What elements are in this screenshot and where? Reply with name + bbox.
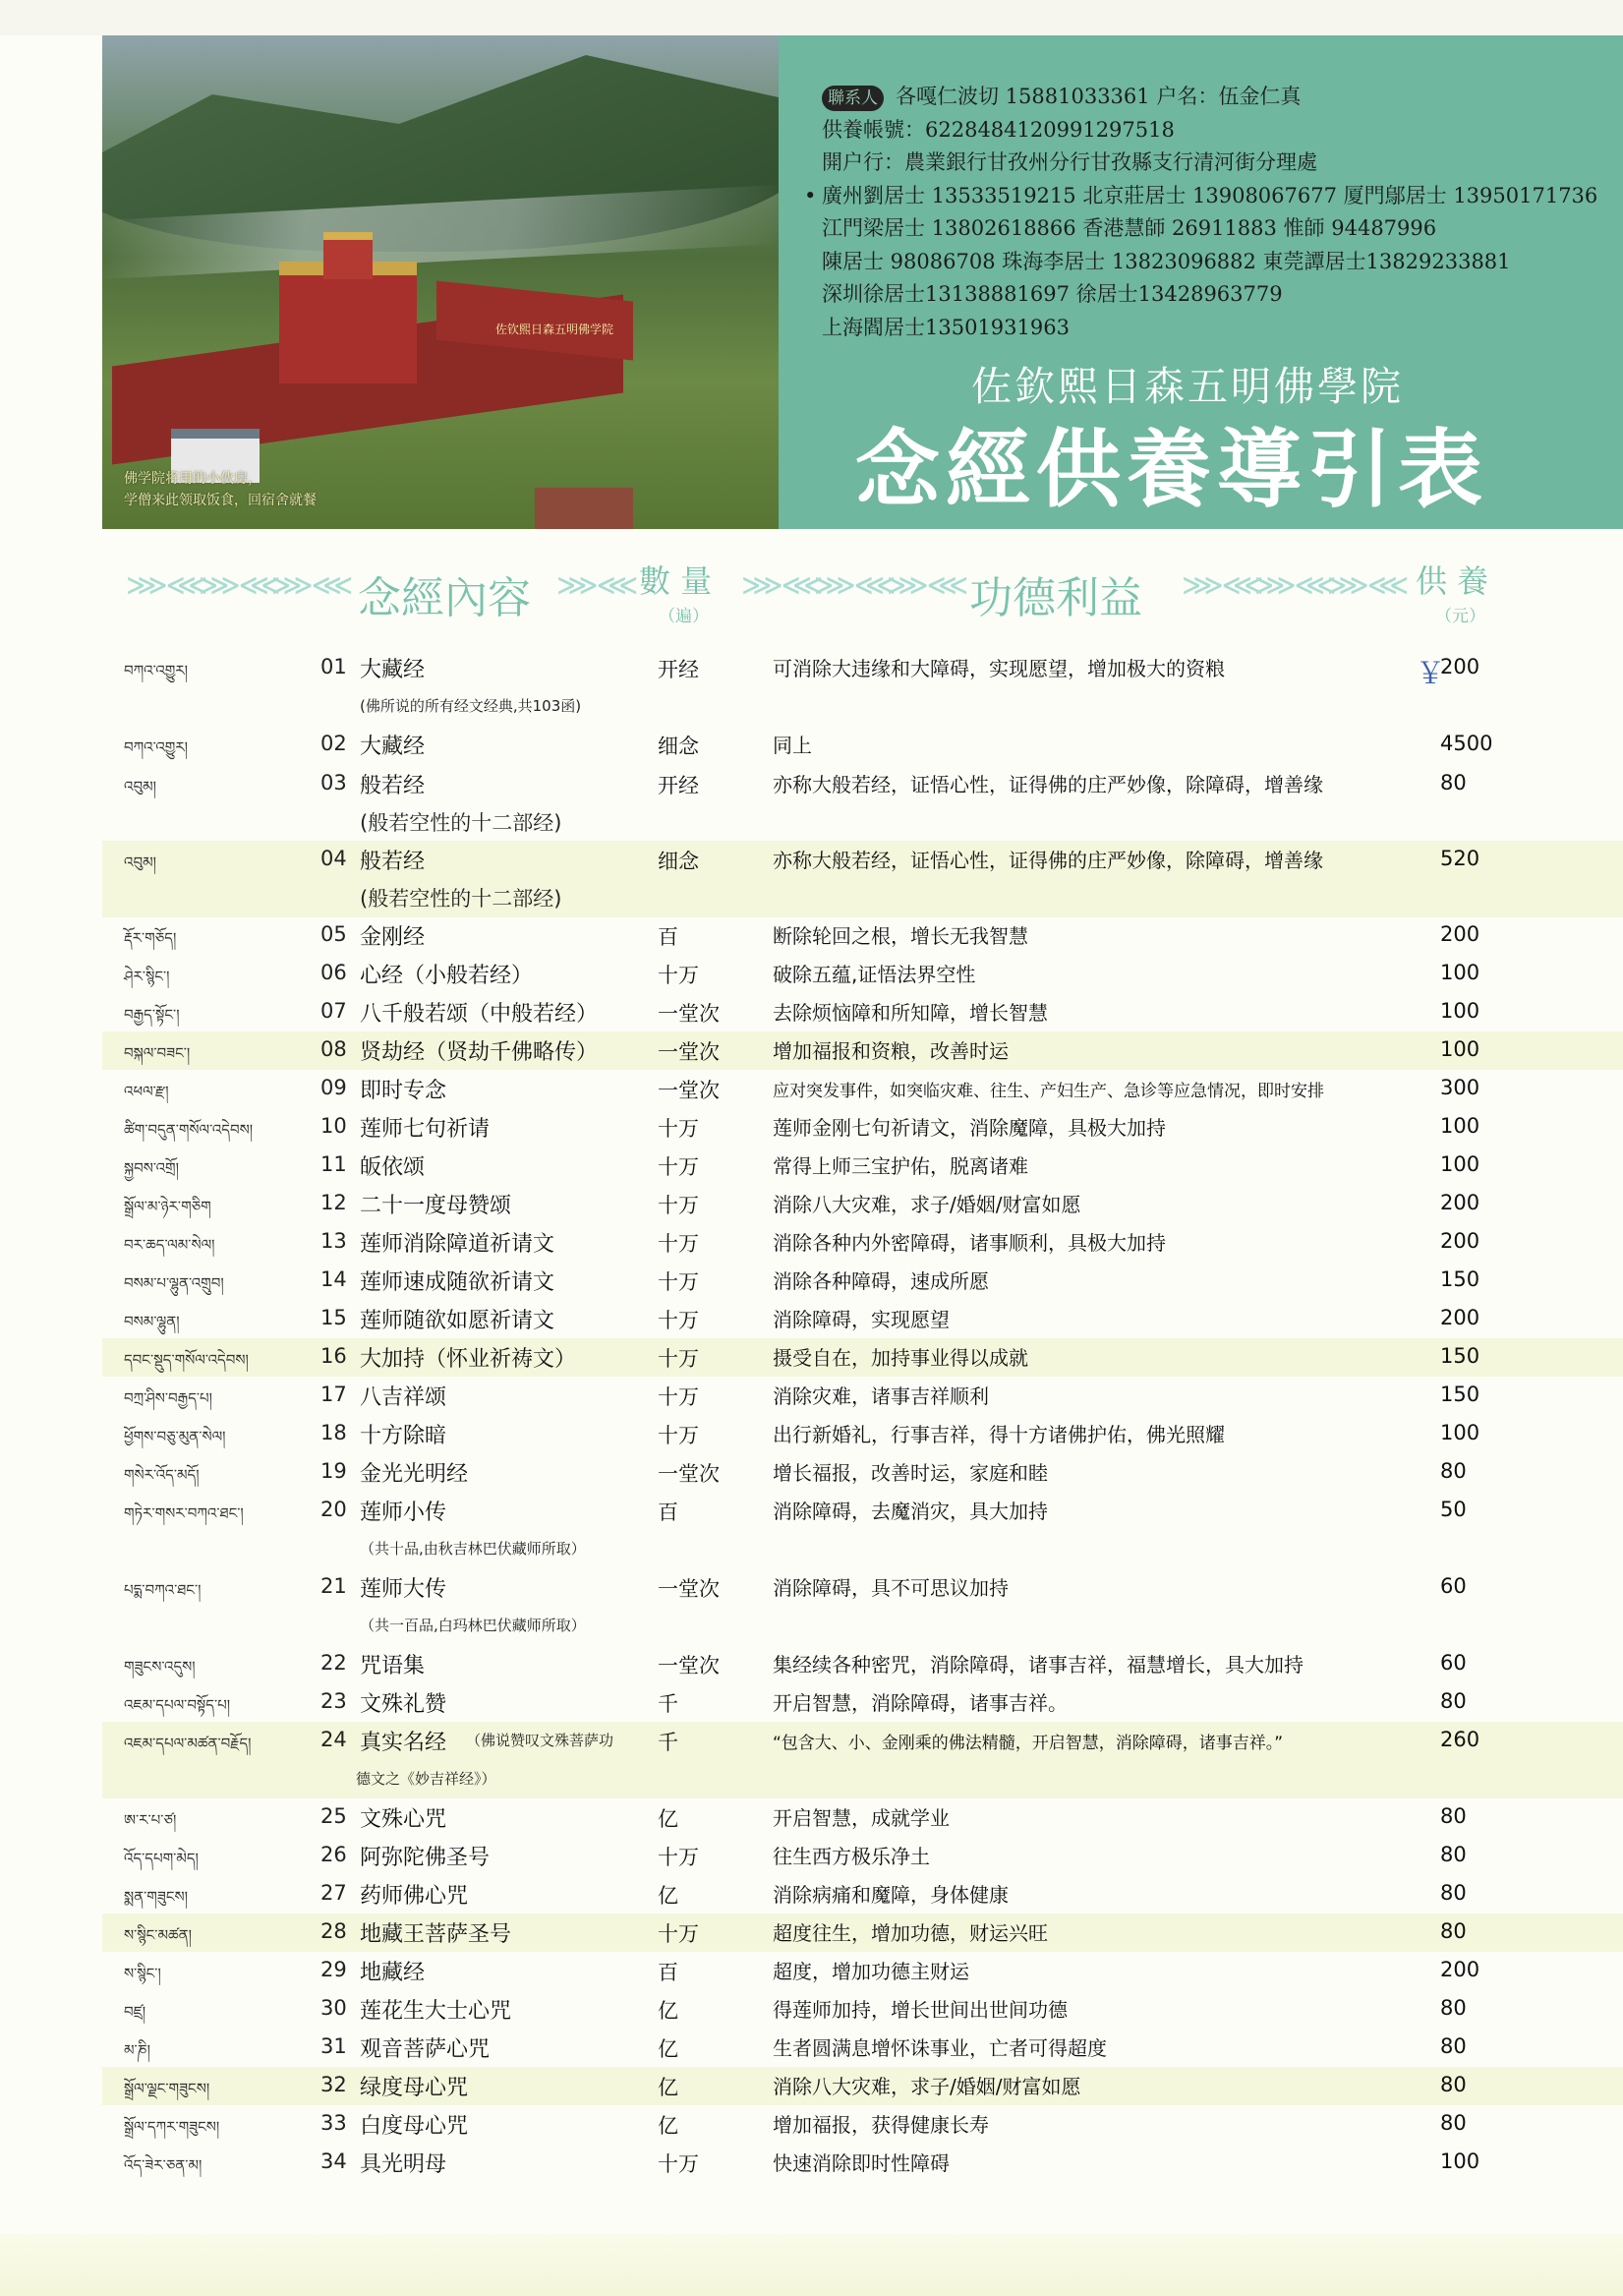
row-number: 16 <box>320 1344 347 1368</box>
offering-amount: 200 <box>1440 1191 1480 1214</box>
tibetan-title: ཚིག་བདུན་གསོལ་འདེབས། <box>124 1121 254 1139</box>
benefit: 莲师金刚七句祈请文，消除魔障，具极大加持 <box>773 1116 1166 1140</box>
offering-amount: 4500 <box>1440 732 1493 755</box>
table-row <box>102 1875 1623 1913</box>
quantity: 十万 <box>658 1270 699 1294</box>
offering-amount: 200 <box>1440 922 1480 946</box>
benefit: 快速消除即时性障碍 <box>773 2151 950 2175</box>
benefit: 同上 <box>773 734 812 757</box>
quantity: 一堂次 <box>658 1040 720 1064</box>
table-row <box>102 1952 1623 1990</box>
quantity: 千 <box>658 1731 678 1754</box>
benefit: 消除病痛和魔障，身体健康 <box>773 1883 1009 1907</box>
tibetan-title: བཀའ་འགྱུར། <box>124 662 189 679</box>
quantity: 十万 <box>658 1922 699 1946</box>
scripture-name: 文殊心咒 <box>360 1807 447 1832</box>
table-row <box>102 1645 1623 1683</box>
scripture-name: 具光明母 <box>360 2152 447 2177</box>
row-number: 31 <box>320 2034 347 2058</box>
tibetan-title: དབང་སྡུད་གསོལ་འདེབས། <box>124 1351 249 1369</box>
offering-amount: 200 <box>1440 655 1480 678</box>
quantity: 细念 <box>658 735 699 758</box>
quantity: 千 <box>658 1692 678 1716</box>
offering-amount: 100 <box>1440 1037 1480 1061</box>
scripture-name: 白度母心咒 <box>360 2114 469 2139</box>
header-offering: 供 養 <box>1416 562 1489 600</box>
row-number: 10 <box>320 1114 347 1138</box>
scripture-name: 八吉祥颂 <box>360 1385 447 1410</box>
ornament-icon: ⋙⋘ <box>556 568 637 603</box>
benefit: 增加福报，获得健康长寿 <box>773 2113 989 2137</box>
row-number: 04 <box>320 847 347 870</box>
temple-shape <box>279 262 417 383</box>
benefit: 消除各种障碍，速成所愿 <box>773 1269 989 1293</box>
benefit: 超度往生，增加功德，财运兴旺 <box>773 1921 1048 1945</box>
tibetan-title: འཕལ་རྫ། <box>124 1083 169 1100</box>
contact-line <box>804 180 1598 213</box>
tibetan-title: ཕྱོགས་བཅུ་མུན་སེལ། <box>124 1428 226 1445</box>
benefit: 消除障碍，去魔消灾，具大加持 <box>773 1500 1048 1523</box>
tibetan-title: བར་ཆད་ལམ་སེལ། <box>124 1236 215 1254</box>
tibetan-title: འོད་དཔག་མེད། <box>124 1850 199 1867</box>
tibetan-title: གསེར་འོད་མདོ། <box>124 1466 200 1484</box>
tibetan-title: འབུམ། <box>124 778 156 795</box>
quantity: 十万 <box>658 1232 699 1256</box>
quantity: 亿 <box>658 2037 678 2061</box>
row-number: 32 <box>320 2073 347 2096</box>
row-number: 25 <box>320 1804 347 1828</box>
offering-amount: 100 <box>1440 1114 1480 1138</box>
ornament-icon: ⋙⋘ <box>741 568 822 603</box>
quantity: 亿 <box>658 1999 678 2023</box>
benefit: 消除八大灾难，求子/婚姻/财富如愿 <box>773 2075 1081 2098</box>
offering-amount: 50 <box>1440 1498 1467 1521</box>
benefit: 破除五蕴,证悟法界空性 <box>773 963 976 986</box>
table-row <box>102 1070 1623 1108</box>
tibetan-title: སྒྲོལ་ལྗང་གཟུངས། <box>124 2080 210 2097</box>
table-row <box>102 1185 1623 1223</box>
quantity: 一堂次 <box>658 1654 720 1678</box>
offering-amount: 200 <box>1440 1306 1480 1329</box>
row-number: 30 <box>320 1996 347 2020</box>
tibetan-title: ཤེར་སྙིང་། <box>124 968 170 985</box>
row-number: 11 <box>320 1152 347 1176</box>
tibetan-title: ས་སྙིང་མཚན། <box>124 1926 193 1944</box>
scripture-name: 莲花生大士心咒 <box>360 1999 512 2024</box>
row-number: 27 <box>320 1881 347 1905</box>
scripture-name: 阿弥陀佛圣号 <box>360 1846 491 1870</box>
benefit: 亦称大般若经，证悟心性，证得佛的庄严妙像，除障碍，增善缘 <box>773 773 1323 796</box>
table-row <box>102 1108 1623 1147</box>
offering-amount: 100 <box>1440 1152 1480 1176</box>
scripture-name: 莲师七句祈请 <box>360 1117 491 1142</box>
scripture-name: 莲师消除障道祈请文 <box>360 1232 555 1257</box>
quantity: 十万 <box>658 1117 699 1141</box>
quantity: 十万 <box>658 1385 699 1409</box>
tibetan-title: ཨ་ར་པ་ཙ། <box>124 1811 177 1829</box>
benefit: “包含大、小、金刚乘的佛法精髓，开启智慧，消除障碍，诸事吉祥。” <box>773 1734 1284 1753</box>
ornament-icon: ⋙⋘ <box>1327 568 1408 603</box>
row-number: 12 <box>320 1191 347 1214</box>
tibetan-title: པདྨ་བཀའ་ཐང་། <box>124 1581 202 1599</box>
row-number: 09 <box>320 1076 347 1099</box>
table-row <box>102 1837 1623 1875</box>
scripture-name: 大藏经 <box>360 735 426 759</box>
tibetan-title: སྒྲོལ་མ་ཉེར་གཅིག <box>124 1198 211 1215</box>
quantity: 开经 <box>658 774 699 797</box>
handwritten-yen-icon: ￥ <box>1416 657 1445 691</box>
contact-line: 供養帳號：6228484120991297518 <box>822 117 1175 142</box>
header-benefit: 功德利益 <box>969 573 1142 623</box>
table-row <box>102 1300 1623 1338</box>
scripture-name: 地藏经 <box>360 1961 426 1985</box>
header-content: 念經內容 <box>358 573 531 623</box>
table-row <box>102 1031 1623 1070</box>
quantity: 亿 <box>658 2114 678 2138</box>
scripture-name: 莲师大传 <box>360 1577 447 1602</box>
tibetan-title: བཛྲ། <box>124 2003 146 2021</box>
offering-amount: 200 <box>1440 1229 1480 1253</box>
quantity: 一堂次 <box>658 1002 720 1026</box>
scripture-name: 药师佛心咒 <box>360 1884 469 1909</box>
page-top-margin <box>0 0 1623 35</box>
scripture-note: (般若空性的十二部经) <box>360 887 562 911</box>
row-number: 06 <box>320 961 347 984</box>
benefit: 开启智慧，成就学业 <box>773 1806 950 1830</box>
academy-photo <box>102 35 779 529</box>
offering-amount: 100 <box>1440 2149 1480 2173</box>
scripture-name: 二十一度母赞颂 <box>360 1194 512 1218</box>
scripture-name: 绿度母心咒 <box>360 2076 469 2100</box>
quantity: 十万 <box>658 1347 699 1371</box>
offering-amount: 520 <box>1440 847 1480 870</box>
academy-name: 佐欽熙日森五明佛學院 <box>971 363 1404 410</box>
row-number: 03 <box>320 771 347 795</box>
offering-amount: 80 <box>1440 1689 1467 1713</box>
table-row <box>102 1913 1623 1952</box>
benefit: 亦称大般若经，证悟心性，证得佛的庄严妙像，除障碍，增善缘 <box>773 849 1323 872</box>
table-row <box>102 1683 1623 1722</box>
quantity: 一堂次 <box>658 1462 720 1486</box>
ornament-icon: ⋙⋘ <box>814 568 895 603</box>
shed-shape <box>535 488 633 529</box>
photo-caption-line: 佛学院将用的小伙房， <box>124 471 261 487</box>
tibetan-title: མ་ཎི། <box>124 2041 151 2059</box>
row-number: 13 <box>320 1229 347 1253</box>
scripture-name: 观音菩萨心咒 <box>360 2037 491 2062</box>
row-number: 21 <box>320 1574 347 1598</box>
tibetan-title: གཏེར་གསར་བཀའ་ཐང་། <box>124 1504 244 1522</box>
row-number: 24 <box>320 1728 347 1751</box>
quantity: 百 <box>658 925 678 949</box>
benefit: 消除障碍，具不可思议加持 <box>773 1576 1009 1600</box>
header-quantity-unit: （遍） <box>659 607 709 626</box>
contact-line: 深圳徐居士13138881697 徐居士13428963779 <box>822 282 1283 306</box>
tibetan-title: སྨན་གཟུངས། <box>124 1888 188 1906</box>
benefit: 开启智慧，消除障碍，诸事吉祥。 <box>773 1691 1068 1715</box>
temple-tower-shape <box>323 232 373 279</box>
quantity: 亿 <box>658 2076 678 2099</box>
tibetan-title: ས་སྙིང་། <box>124 1965 161 1982</box>
row-number: 29 <box>320 1958 347 1981</box>
offering-amount: 80 <box>1440 1804 1467 1828</box>
photo-caption-line: 学僧来此领取饭食，回宿舍就餐 <box>124 493 317 508</box>
tibetan-title: འཇམ་དཔལ་མཚན་བརྗོད། <box>124 1735 252 1752</box>
benefit: 增加福报和资粮，改善时运 <box>773 1039 1009 1063</box>
table-row <box>102 1262 1623 1300</box>
contact-text: 廣州劉居士 13533519215 北京莊居士 13908067677 厦門鄔居士 13950171736 <box>822 183 1598 207</box>
row-number: 28 <box>320 1919 347 1943</box>
benefit: 消除灾难，诸事吉祥顺利 <box>773 1384 989 1408</box>
quantity: 细念 <box>658 850 699 873</box>
table-row <box>102 2067 1623 2105</box>
offering-amount: 150 <box>1440 1383 1480 1406</box>
offering-amount: 100 <box>1440 999 1480 1023</box>
row-number: 34 <box>320 2149 347 2173</box>
offering-amount: 80 <box>1440 2034 1467 2058</box>
row-number: 05 <box>320 922 347 946</box>
header-offering-unit: （元） <box>1435 607 1485 626</box>
scripture-name: 莲师随欲如愿祈请文 <box>360 1309 555 1333</box>
table-row <box>102 1492 1623 1568</box>
ornament-icon: ⋙⋘ <box>271 568 352 603</box>
tibetan-title: བཀྲ་ཤིས་བརྒྱད་པ། <box>124 1389 212 1407</box>
benefit: 超度，增加功德主财运 <box>773 1960 969 1983</box>
offering-amount: 80 <box>1440 1919 1467 1943</box>
benefit: 应对突发事件，如突临灾难、往生、产妇生产、急诊等应急情况，即时安排 <box>773 1082 1324 1101</box>
benefit: 摄受自在，加持事业得以成就 <box>773 1346 1028 1370</box>
quantity: 一堂次 <box>658 1079 720 1102</box>
scripture-note: （共一百品,白玛林巴伏藏师所取） <box>360 1617 586 1634</box>
tibetan-title: འོད་ཟེར་ཅན་མ། <box>124 2156 203 2174</box>
offering-amount: 150 <box>1440 1344 1480 1368</box>
benefit: 断除轮回之根，增长无我智慧 <box>773 924 1028 948</box>
contact-block <box>804 81 1598 344</box>
contact-line: 陳居士 98086708 珠海李居士 13823096882 東莞譚居士13829233881 <box>822 249 1511 273</box>
table-row <box>102 1147 1623 1185</box>
offering-amount: 300 <box>1440 1076 1480 1099</box>
row-number: 33 <box>320 2111 347 2135</box>
quantity: 十万 <box>658 2152 699 2176</box>
quantity: 十万 <box>658 1424 699 1447</box>
quantity: 十万 <box>658 1194 699 1217</box>
offering-amount: 80 <box>1440 1881 1467 1905</box>
offering-amount: 80 <box>1440 2073 1467 2096</box>
ornament-icon: ⋙⋘ <box>1254 568 1335 603</box>
offering-amount: 100 <box>1440 961 1480 984</box>
benefit: 消除八大灾难，求子/婚姻/财富如愿 <box>773 1193 1081 1216</box>
offering-amount: 80 <box>1440 771 1467 795</box>
table-row <box>102 2144 1623 2182</box>
benefit: 去除烦恼障和所知障，增长智慧 <box>773 1001 1048 1025</box>
row-number: 01 <box>320 655 347 678</box>
benefit: 常得上师三宝护佑，脱离诸难 <box>773 1154 1028 1178</box>
contact-line: 開户行：農業銀行甘孜州分行甘孜縣支行清河街分理處 <box>822 150 1317 174</box>
table-row <box>102 1377 1623 1415</box>
quantity: 百 <box>658 1961 678 1984</box>
contact-line: 上海閻居士13501931963 <box>822 315 1070 339</box>
table-row <box>102 2105 1623 2144</box>
row-number: 22 <box>320 1651 347 1675</box>
table-row <box>102 1338 1623 1377</box>
table-row <box>102 1415 1623 1453</box>
tibetan-title: བརྒྱད་སྟོང་། <box>124 1006 180 1024</box>
table-row <box>102 1722 1623 1798</box>
scripture-name: 贤劫经（贤劫千佛略传） <box>360 1040 599 1065</box>
row-number: 07 <box>320 999 347 1023</box>
row-number: 08 <box>320 1037 347 1061</box>
scripture-name: 般若经 <box>360 774 426 798</box>
scripture-name: 莲师速成随欲祈请文 <box>360 1270 555 1295</box>
row-number: 26 <box>320 1843 347 1866</box>
page-title: 念經供養導引表 <box>855 421 1488 519</box>
offering-amount: 80 <box>1440 1996 1467 2020</box>
row-number: 20 <box>320 1498 347 1521</box>
quantity: 开经 <box>658 658 699 681</box>
quantity: 十万 <box>658 1155 699 1179</box>
table-row <box>102 841 1623 917</box>
contact-line <box>822 81 1597 114</box>
row-number: 14 <box>320 1267 347 1291</box>
row-number: 15 <box>320 1306 347 1329</box>
contact-line: 江門梁居士 13802618866 香港慧師 26911883 惟師 94487996 <box>822 216 1437 240</box>
quantity: 十万 <box>658 1309 699 1332</box>
quantity: 十万 <box>658 1846 699 1869</box>
column-header <box>102 551 1623 627</box>
offering-amount: 80 <box>1440 1843 1467 1866</box>
ornament-icon: ⋙⋘ <box>887 568 967 603</box>
tibetan-title: བསྐལ་བཟང་། <box>124 1044 191 1062</box>
row-number: 23 <box>320 1689 347 1713</box>
offering-amount: 60 <box>1440 1651 1467 1675</box>
scripture-name: 即时专念 <box>360 1079 447 1103</box>
quantity: 亿 <box>658 1884 678 1908</box>
tibetan-title: བསམ་ལྷུན། <box>124 1313 180 1330</box>
scripture-name: 十方除暗 <box>360 1424 447 1448</box>
table-row <box>102 955 1623 993</box>
offering-amount: 260 <box>1440 1728 1480 1751</box>
row-number: 17 <box>320 1383 347 1406</box>
photo-caption <box>124 468 317 511</box>
photo-label: 佐钦熙日森五明佛学院 <box>495 323 614 336</box>
offering-amount: 100 <box>1440 1421 1480 1444</box>
scripture-name: 真实名经 <box>360 1731 447 1755</box>
contact-tag: 聯系人 <box>822 86 884 111</box>
scripture-name: 大藏经 <box>360 658 426 682</box>
table-row <box>102 765 1623 842</box>
scripture-note: (般若空性的十二部经) <box>360 811 562 835</box>
benefit: 往生西方极乐净土 <box>773 1845 930 1868</box>
tibetan-title: སྐྱབས་འགྲོ། <box>124 1159 179 1177</box>
ornament-icon: ⋙⋘ <box>126 568 206 603</box>
table-row <box>102 1453 1623 1492</box>
scripture-note: （共十品,由秋吉林巴伏藏师所取） <box>360 1540 586 1558</box>
scripture-name: 金光光明经 <box>360 1462 469 1487</box>
tibetan-title: འབུམ། <box>124 854 156 871</box>
table-row <box>102 726 1623 764</box>
table-row <box>102 1223 1623 1262</box>
scripture-name: 般若经 <box>360 850 426 874</box>
offering-amount: 80 <box>1440 1459 1467 1483</box>
table-row <box>102 1568 1623 1645</box>
benefit: 集经续各种密咒，消除障碍，诸事吉祥，福慧增长，具大加持 <box>773 1653 1304 1677</box>
quantity: 百 <box>658 1501 678 1524</box>
tibetan-title: གཟུངས་འདུས། <box>124 1658 196 1676</box>
row-number: 18 <box>320 1421 347 1444</box>
benefit: 消除各种内外密障碍，诸事顺利，具极大加持 <box>773 1231 1166 1255</box>
benefit: 可消除大违缘和大障碍，实现愿望，增加极大的资粮 <box>773 657 1225 680</box>
quantity: 十万 <box>658 964 699 987</box>
contact-text: 各嘎仁波切 15881033361 户名：伍金仁真 <box>896 85 1302 108</box>
scripture-name: 咒语集 <box>360 1654 426 1678</box>
scripture-name-note: （佛说赞叹文殊菩萨功 <box>466 1732 614 1749</box>
header-quantity: 數 量 <box>639 562 713 600</box>
table-row <box>102 1798 1623 1837</box>
offering-amount: 60 <box>1440 1574 1467 1598</box>
table-row <box>102 2029 1623 2067</box>
scripture-name: 大加持（怀业祈祷文） <box>360 1347 577 1372</box>
tibetan-title: སྒྲོལ་དཀར་གཟུངས། <box>124 2118 220 2136</box>
benefit: 出行新婚礼，行事吉祥，得十方诸佛护佑，佛光照耀 <box>773 1423 1225 1446</box>
ornament-icon: ⋙⋘ <box>199 568 279 603</box>
table-row <box>102 1990 1623 2029</box>
scripture-name: 金刚经 <box>360 925 426 950</box>
tibetan-title: བཀའ་འགྱུར། <box>124 738 189 756</box>
scripture-name: 皈依颂 <box>360 1155 426 1180</box>
row-number: 02 <box>320 732 347 755</box>
scripture-name: 地藏王菩萨圣号 <box>360 1922 512 1947</box>
scripture-note: 德文之《妙吉祥经》） <box>356 1770 496 1788</box>
tibetan-title: འཇམ་དཔལ་བསྟོད་པ། <box>124 1696 231 1714</box>
quantity: 亿 <box>658 1807 678 1831</box>
benefit: 得莲师加持，增长世间出世间功德 <box>773 1998 1068 2022</box>
benefit: 增长福报，改善时运，家庭和睦 <box>773 1461 1048 1485</box>
offering-amount: 150 <box>1440 1267 1480 1291</box>
tibetan-title: བསམ་པ་ལྷུན་འགྲུབ། <box>124 1274 224 1292</box>
offering-amount: 80 <box>1440 2111 1467 2135</box>
row-number: 19 <box>320 1459 347 1483</box>
quantity: 一堂次 <box>658 1577 720 1601</box>
benefit: 生者圆满息增怀诛事业，亡者可得超度 <box>773 2036 1107 2060</box>
scripture-note: (佛所说的所有经文经典,共103函) <box>360 697 582 715</box>
table-row <box>102 916 1623 955</box>
scripture-name: 八千般若颂（中般若经） <box>360 1002 599 1027</box>
table-row <box>102 993 1623 1031</box>
page-bottom-margin <box>0 2234 1623 2296</box>
scripture-name: 文殊礼赞 <box>360 1692 447 1717</box>
bullet-icon: • <box>804 183 817 207</box>
tibetan-title: རྡོར་གཅོད། <box>124 929 177 947</box>
scripture-name: 莲师小传 <box>360 1501 447 1525</box>
table-row <box>102 649 1623 726</box>
ornament-icon: ⋙⋘ <box>1182 568 1262 603</box>
benefit: 消除障碍，实现愿望 <box>773 1308 950 1331</box>
scripture-name: 心经（小般若经） <box>360 964 534 988</box>
offering-amount: 200 <box>1440 1958 1480 1981</box>
